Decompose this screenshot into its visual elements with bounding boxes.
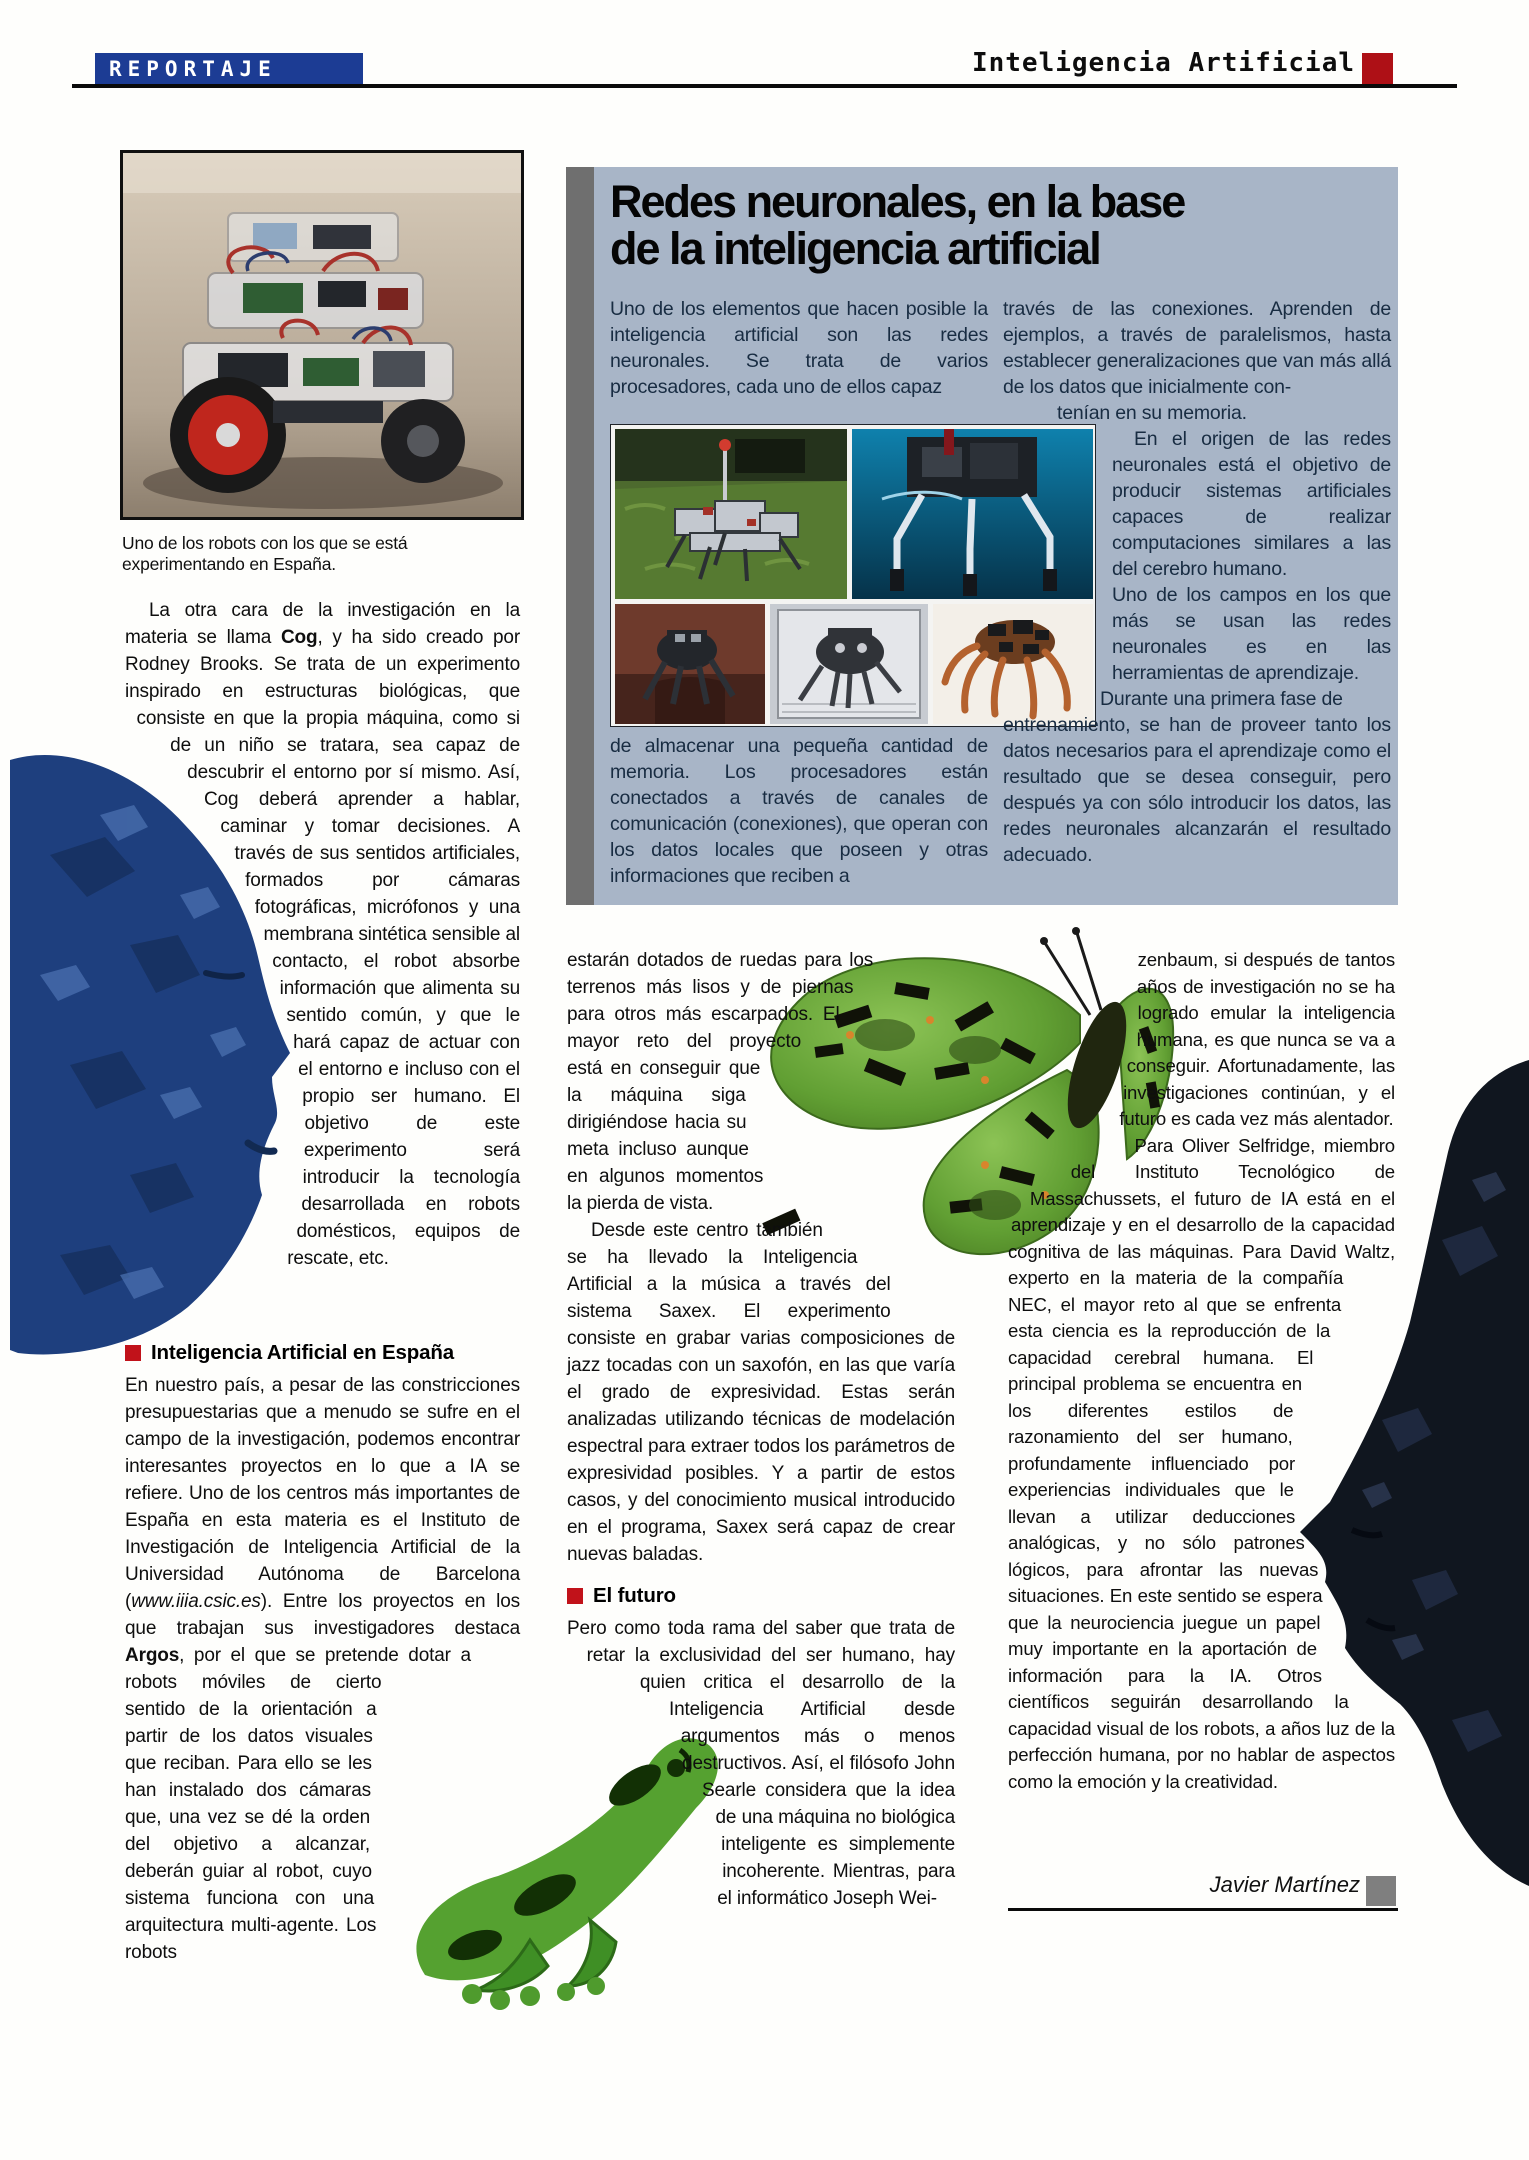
kicker-label: REPORTAJE [109, 57, 277, 81]
box-right-paragraph-4: Uno de los campos en los que más se usan las redes neuronales es en las herramientas de aprendizaje. [1112, 584, 1391, 684]
col2-paragraph-1: estarán dotados de ruedas para los terrenos más lisos y de piernas para otros más escarpados. El mayor reto del proyecto está en conseguir que la máquina siga dirigiéndose hacia su meta incluso aunque en algunos momentos la pierda de vista. [567, 950, 874, 1214]
col3-paragraph-1: zenbaum, si después de tantos años de investigación no se ha logrado emular la inteligencia humana, es que nunca se va a conseguir. Afortunadamente, las investigaciones continúan, y el futuro es cada vez más alentador. [1119, 949, 1395, 1129]
cog-bold-text: Cog [280, 627, 318, 648]
box-left-paragraph-2: de almacenar una pequeña cantidad de memoria. Los procesadores están conectados a través de canales de comunicación (conexiones), que operan con los datos locales que poseen y otras informaciones que reciben a [610, 735, 988, 887]
box-title-line2: de la inteligencia artificial [610, 223, 1100, 274]
col2-paragraph-3: Pero como toda rama del saber que trata de retar la exclusividad del ser humano, hay quien critica el desarrollo de la Inteligencia Artificial desde argumentos más o menos destructivos. Así, el filósofo John Searle considera que la idea de una máquina no biológica inteligente es simplemente incoherente. Mientras, para el informático Joseph Wei- [567, 1618, 955, 1909]
dark-robot-photo [615, 604, 765, 724]
col1-p2-text2: ). Entre los proyectos en los que trabajan sus investigadores destaca [125, 1591, 520, 1639]
heading-ia-espana-label: Inteligencia Artificial en España [151, 1341, 455, 1364]
article-column-3 [1008, 947, 1395, 1910]
box-title [610, 178, 1390, 272]
col3-paragraph-2: Para Oliver Selfridge, miembro del Instituto Tecnológico de Massachussets, el futuro de IA está en el aprendizaje y en el desarrollo de la capacidad cognitiva de las máquinas. Para David Waltz, experto en la materia de la compañía NEC, el mayor reto al que se enfrenta esta ciencia es la reproducción de la capacidad cerebral humana. El principal problema se encuentra en los diferentes estilos de razonamiento del ser humano, profundamente influenciado por experiencias individuales que le llevan a utilizar deducciones analógicas, y no sólo patrones lógicos, para afrontar las nuevas situaciones. En este sentido se espera que la neurociencia juegue un papel muy importante en la aportación de información para la IA. Otros científicos seguirán desarrollando la capacidad visual de los robots, a años luz de la perfección humana, por no hablar de aspectos como la emoción y la creatividad. [1008, 1134, 1395, 1792]
red-square-icon [1362, 53, 1393, 84]
col1-p2-text: En nuestro país, a pesar de las constricciones presupuestarias que a menudo se sufre en el campo de la investigación, podemos encontrar interesantes proyectos en lo que a IA se refiere. Uno de los centros más importantes de España en esta materia es el Instituto de Investigación de Inteligencia Artificial de la Universidad Autónoma de Barcelona ( [125, 1375, 520, 1612]
box-side-bar [566, 167, 594, 905]
box-right-paragraph-1: través de las conexiones. Aprenden de ejemplos, a través de paralelismos, hasta establecer generalizaciones que van más allá de los datos que inicialmente con- [1003, 298, 1391, 398]
heading-el-futuro [567, 1582, 955, 1609]
col1-p1-text: La otra cara de la investigación en la materia se llama [125, 600, 520, 648]
article-column-2 [567, 947, 955, 1945]
box-right-column [1003, 296, 1391, 868]
col1-paragraph-2-wrap [125, 1372, 520, 1966]
byline-rule [1008, 1908, 1398, 1911]
iiia-url-italic: www.iiia.csic.es [131, 1591, 261, 1612]
gray-square-end-mark-icon [1366, 1876, 1396, 1906]
byline: Javier Martínez [1209, 1872, 1360, 1897]
box-left-paragraph-1: Uno de los elementos que hacen posible la inteligencia artificial son las redes neuronales. Se trata de varios procesadores, cada uno de ellos capaz [610, 298, 988, 398]
robot-photo [120, 150, 524, 520]
box-right-paragraph-6: entrenamiento, se han de proveer tanto los datos necesarios para el aprendizaje como el resultado que se desea conseguir, pero después ya con sólo introducir los datos, las redes neuronales alcanzarán el resultado adecuado. [1003, 714, 1391, 866]
col2-paragraph-3-wrap [567, 1615, 955, 1912]
argos-bold-text: Argos [125, 1645, 180, 1666]
red-square-bullet-icon [567, 1588, 583, 1604]
col1-p1-text2: , y ha sido creado por Rodney Brooks. Se trata de un experimento inspirado en estructuras biológicas, que consiste en que la propia máquina, como si de un niño se tratara, sea capaz de descubrir el entorno por sí mismo. Así, Cog deberá aprender a hablar, caminar y tomar decisiones. A través de sus sentidos artificiales, formados por cámaras fotográficas, micrófonos y una membrana sintética sensible al contacto, el robot absorbe información que alimenta su sentido común, y que le hará capaz de actuar con el entorno e incluso con el propio ser humano. El objetivo de este experimento será introducir la tecnología desarrollada en robots domésticos, equipos de rescate, etc. [125, 627, 520, 1269]
header-rule [72, 84, 1457, 88]
heading-ia-espana [125, 1339, 520, 1366]
section-title: Inteligencia Artificial [971, 48, 1355, 78]
red-square-bullet-icon [125, 1345, 141, 1361]
col1-p2-text3: , por el que se pretende dotar a robots móviles de cierto sentido de la orientación a partir de los datos visuales que reciban. Para ello se les han instalado dos cámaras que, una vez se dé la orden del objetivo a alcanzar, deberán guiar al robot, cuyo sistema funciona con una arquitectura multi-agente. Los robots [125, 1645, 471, 1963]
box-right-paragraph-2: tenían en su memoria. [1057, 402, 1247, 424]
heading-el-futuro-label: El futuro [593, 1584, 676, 1607]
robot-photo-art [123, 153, 521, 517]
photo-caption: Uno de los robots con los que se está experimentando en España. [122, 533, 408, 574]
xray-robot-photo [770, 604, 928, 724]
article-column-1 [125, 597, 520, 1989]
box-title-line1: Redes neuronales, en la base [610, 176, 1185, 227]
box-right-paragraph-3: En el origen de las redes neuronales está el objetivo de producir sistemas artificiales capaces de realizar computaciones similares a las del cerebro humano. [1112, 428, 1391, 580]
grass-robot-photo [615, 429, 847, 599]
box-right-paragraph-5: Durante una primera fase de [1100, 688, 1343, 710]
col2-paragraph-2: Desde este centro también se ha llevado la Inteligencia Artificial a la música a través del sistema Saxex. El experimento consiste en grabar varias composiciones de jazz tocadas con un saxofón, en las que varía el grado de expresividad. Estas serán analizadas utilizando técnicas de modelación espectral para extraer todos los parámetros de expresividad posibles. Y a partir de estos casos, y del conocimiento musical introducido en el programa, Saxex será capaz de crear nuevas baladas. [567, 1220, 955, 1565]
